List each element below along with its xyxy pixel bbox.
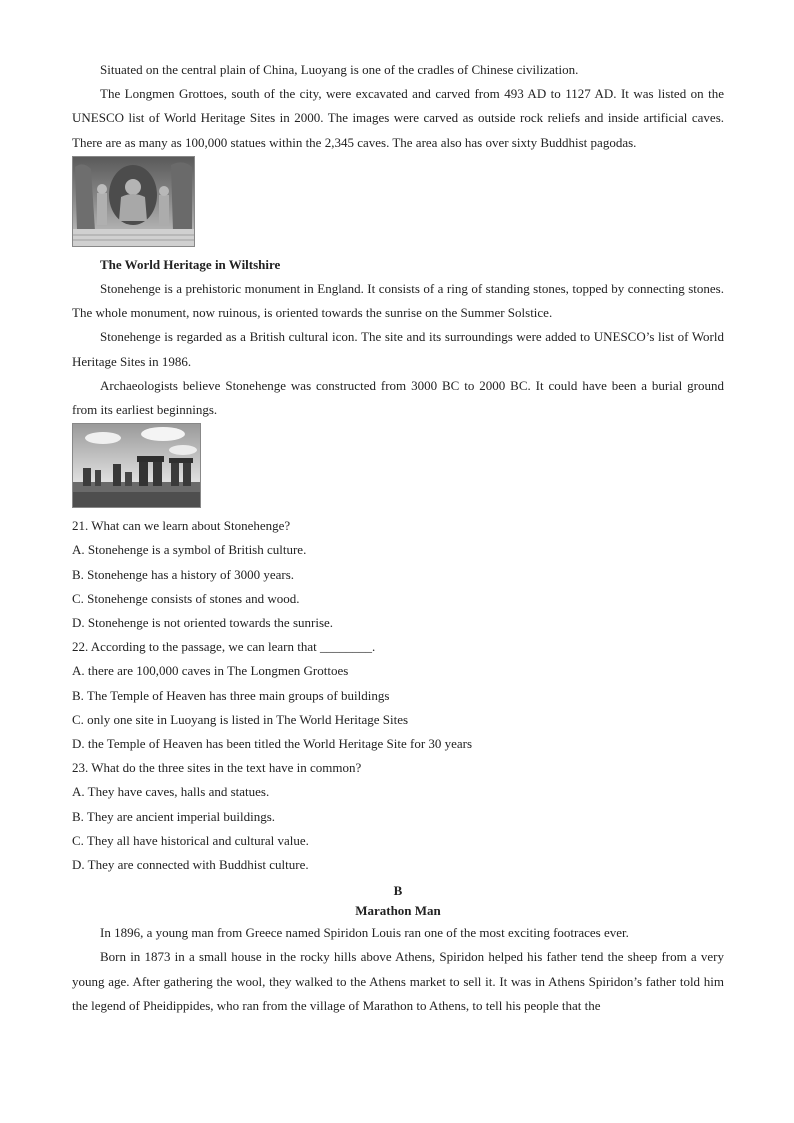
question-stem: 21. What can we learn about Stonehenge? [72, 518, 291, 534]
question-21 [72, 514, 724, 635]
option-c: C. Stonehenge consists of stones and wood. [72, 590, 300, 606]
longmen-grottoes-photo [72, 156, 195, 247]
option-b: B. They are ancient imperial buildings. [72, 808, 276, 824]
paragraph-luoyang-intro: Situated on the central plain of China, Luoyang is one of the cradles of Chinese civilization. [100, 62, 579, 77]
option-d: D. the Temple of Heaven has been titled the World Heritage Site for 30 years [72, 736, 473, 752]
document-page [72, 58, 724, 1018]
question-22 [72, 635, 724, 756]
option-a: A. Stonehenge is a symbol of British culture. [72, 542, 307, 558]
option-b: B. Stonehenge has a history of 3000 years. [72, 566, 295, 582]
option-d: D. Stonehenge is not oriented towards the sunrise. [72, 615, 334, 631]
paragraph-stonehenge-construction: Archaeologists believe Stonehenge was constructed from 3000 BC to 2000 BC. It could have been a burial ground from its earliest beginnings. [72, 377, 724, 418]
option-c: C. They all have historical and cultural value. [72, 832, 309, 848]
question-stem: 22. According to the passage, we can learn that ________. [72, 639, 376, 655]
option-a: A. They have caves, halls and statues. [72, 784, 270, 800]
question-23 [72, 756, 724, 877]
paragraph-stonehenge-icon: Stonehenge is regarded as a British cultural icon. The site and its surroundings were added to UNESCO’s list of World Heritage Sites in 1986. [72, 329, 724, 369]
paragraph-longmen-grottoes: The Longmen Grottoes, south of the city, were excavated and carved from 493 AD to 1127 AD. It was listed on the UNESCO list of World Heritage Sites in 2000. The images were carved as outside rock reliefs and inside artificial caves. There are as many as 100,000 statues within the 2,345 caves. The area also has over sixty Buddhist pagodas. [72, 86, 724, 150]
option-b: B. The Temple of Heaven has three main groups of buildings [72, 687, 390, 703]
option-a: A. there are 100,000 caves in The Longmen Grottoes [72, 663, 349, 679]
paragraph-marathon-intro: In 1896, a young man from Greece named Spiridon Louis ran one of the most exciting footraces ever. [100, 925, 629, 941]
section-label-b: B [393, 883, 403, 899]
question-stem: 23. What do the three sites in the text have in common? [72, 760, 362, 776]
option-d: D. They are connected with Buddhist culture. [72, 857, 309, 873]
section-title-marathon-man: Marathon Man [355, 903, 441, 919]
paragraph-spiridon-background: Born in 1873 in a small house in the rocky hills above Athens, Spiridon helped his father tend the sheep from a very young age. After gathering the wool, they walked to the Athens market to sell it. It was in Athens Spiridon’s father told him the legend of Pheidippides, who ran from the village of Marathon to Athens, to tell his people that the [72, 949, 724, 1013]
paragraph-stonehenge-intro: Stonehenge is a prehistoric monument in England. It consists of a ring of standing stones, topped by connecting stones. The whole monument, now ruinous, is oriented towards the sunrise on the Summer Solstice. [72, 281, 724, 321]
option-c: C. only one site in Luoyang is listed in The World Heritage Sites [72, 711, 409, 727]
stonehenge-photo [72, 423, 201, 508]
heading-world-heritage-wiltshire: The World Heritage in Wiltshire [100, 256, 281, 272]
